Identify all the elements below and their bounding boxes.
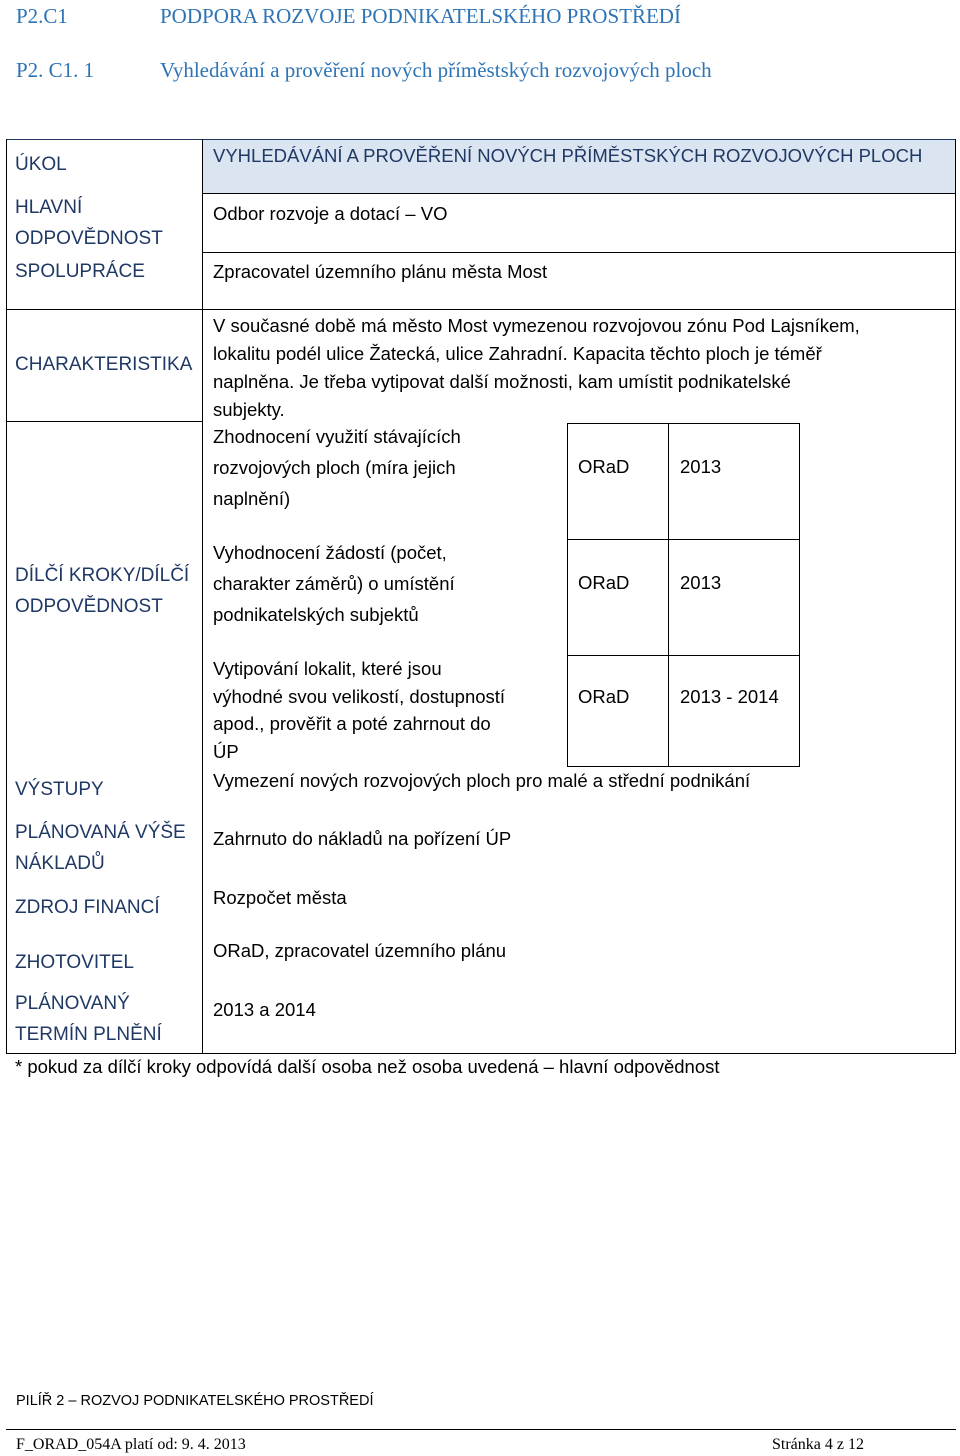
characteristics-label: CHARAKTERISTIKA — [15, 354, 193, 375]
cooperation-label: SPOLUPRÁCE — [15, 261, 145, 282]
section-title: PODPORA ROZVOJE PODNIKATELSKÉHO PROSTŘEDÍ — [160, 4, 681, 28]
step-responsible: ORaD — [578, 686, 630, 707]
subsection-title: Vyhledávání a prověření nových příměstských rozvojových ploch — [160, 58, 712, 82]
step-term: 2013 — [680, 456, 722, 477]
planned-deadline-label: PLÁNOVANÝ TERMÍN PLNĚNÍ — [15, 993, 162, 1045]
contractor-label: ZHOTOVITEL — [15, 952, 134, 973]
form-id: F_ORAD_054A platí od: 9. 4. 2013 — [16, 1436, 246, 1453]
planned-costs-value: Zahrnuto do nákladů na pořízení ÚP — [213, 828, 512, 849]
step-responsible: ORaD — [578, 572, 630, 593]
page-number: Stránka 4 z 12 — [772, 1436, 864, 1453]
step-description: Zhodnocení využití stávajících rozvojových ploch (míra jejich naplnění) — [213, 426, 461, 509]
funding-source-label: ZDROJ FINANCÍ — [15, 897, 160, 918]
substeps-label: DÍLČÍ KROKY/DÍLČÍ ODPOVĚDNOST — [15, 565, 190, 617]
funding-source-value: Rozpočet města — [213, 887, 347, 908]
pillar-footer: PILÍŘ 2 – ROZVOJ PODNIKATELSKÉHO PROSTŘEDÍ — [16, 1393, 374, 1409]
step-term: 2013 - 2014 — [680, 686, 779, 707]
outputs-value: Vymezení nových rozvojových ploch pro malé a střední podnikání — [213, 770, 751, 791]
step-description: Vyhodnocení žádostí (počet, charakter záměrů) o umístění podnikatelských subjektů — [213, 542, 455, 625]
task-value: VYHLEDÁVÁNÍ A PROVĚŘENÍ NOVÝCH PŘÍMĚSTSKÝCH ROZVOJOVÝCH PLOCH — [213, 145, 923, 166]
cooperation-value: Zpracovatel územního plánu města Most — [213, 261, 548, 282]
planned-deadline-value: 2013 a 2014 — [213, 999, 316, 1020]
footnote: * pokud za dílčí kroky odpovídá další osoba než osoba uvedená – hlavní odpovědnost — [15, 1056, 720, 1077]
step-description: Vytipování lokalit, které jsou výhodné svou velikostí, dostupností apod., prověřit a poté zahrnout do ÚP — [213, 658, 506, 762]
outputs-label: VÝSTUPY — [15, 779, 104, 800]
characteristics-text: V současné době má město Most vymezenou rozvojovou zónu Pod Lajsníkem, lokalitu podél ulice Žatecká, ulice Zahradní. Kapacita těchto ploch je téměř naplněna. Je třeba vytipovat další možnosti, kam umístit podnikatelské subjekty. — [213, 315, 860, 420]
planned-costs-label: PLÁNOVANÁ VÝŠE NÁKLADŮ — [15, 822, 186, 874]
main-responsibility-label: HLAVNÍ ODPOVĚDNOST — [15, 197, 163, 249]
step-responsible: ORaD — [578, 456, 630, 477]
section-code: P2.C1 — [16, 4, 68, 28]
contractor-value: ORaD, zpracovatel územního plánu — [213, 940, 507, 961]
task-label: ÚKOL — [15, 154, 67, 175]
step-term: 2013 — [680, 572, 722, 593]
main-responsibility-value: Odbor rozvoje a dotací – VO — [213, 203, 448, 224]
subsection-code: P2. C1. 1 — [16, 58, 95, 82]
